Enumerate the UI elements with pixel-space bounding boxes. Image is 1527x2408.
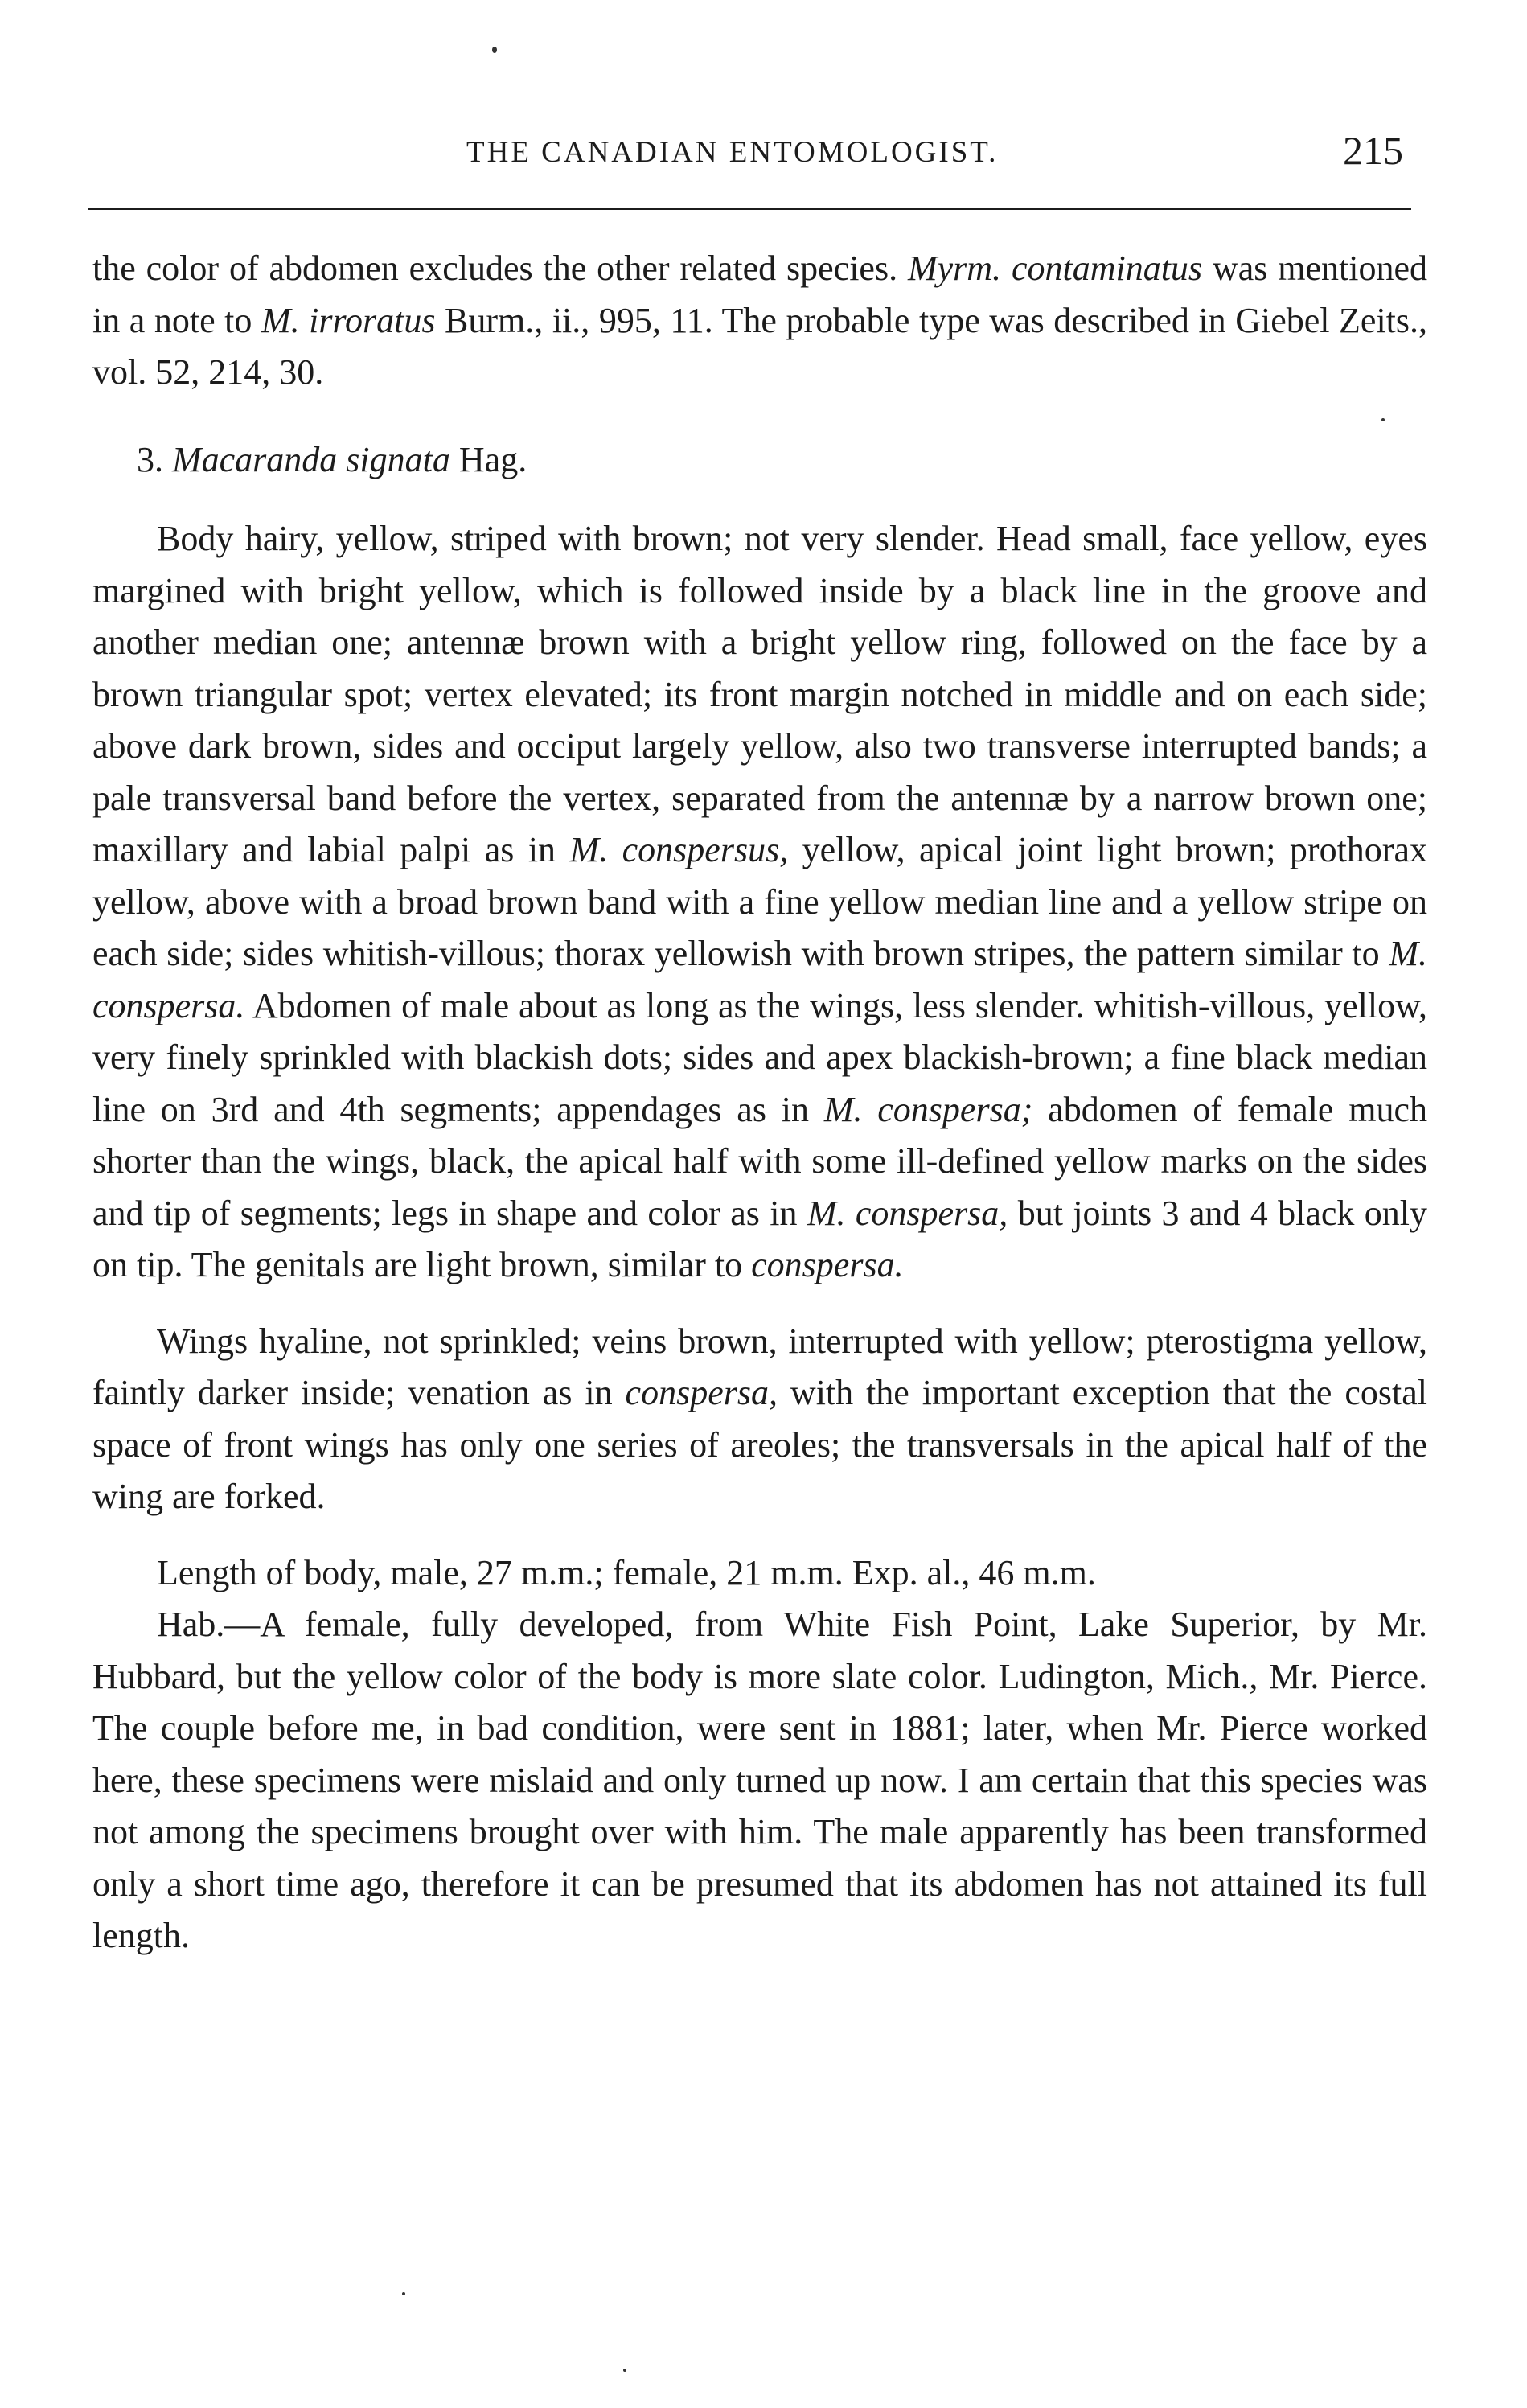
text-run: with the important exception that the costal space of front wings has only one series of areoles; the transversals in the apical half of the wing are forked. bbox=[92, 1373, 1427, 1516]
species-number: 3. bbox=[137, 439, 163, 479]
print-speck bbox=[402, 2292, 405, 2295]
text-run: abdomen of female much shorter than the wings, black, the apical half with some ill-defined yellow marks on the sides and tip of segments; legs in shape and color as in bbox=[92, 1089, 1427, 1233]
text-run: yellow, apical joint light brown; prothorax yellow, above with a broad brown band with a fine yellow median line and a yellow stripe on each side; sides whitish-villous; thorax yellowish with brown stripes, the pattern similar to bbox=[92, 830, 1427, 973]
print-speck bbox=[623, 2369, 626, 2372]
species-name: Macaranda signata bbox=[172, 439, 450, 479]
paragraph bbox=[92, 1547, 1427, 1600]
page-number: 215 bbox=[1343, 128, 1403, 173]
text-run: but joints 3 and 4 black only on tip. The genitals are light brown, similar to bbox=[92, 1193, 1427, 1284]
italic-name: conspersa, bbox=[625, 1373, 778, 1412]
print-speck bbox=[1381, 418, 1385, 421]
print-speck bbox=[492, 47, 497, 53]
paragraph bbox=[92, 513, 1427, 1292]
paragraph bbox=[92, 243, 1427, 399]
text-run: Body hairy, yellow, striped with brown; not very slender. Head small, face yellow, eyes margined with bright yellow, which is followed inside by a black line in the groove and another median one; antennæ brown with a bright yellow ring, followed on the face by a brown triangular spot; vertex elevated; its front margin notched in middle and on each side; above dark brown, sides and occiput largely yellow, also two transverse interrupted bands; a pale transversal band before the vertex, separated from the antennæ by a narrow brown one; maxillary and labial palpi as in bbox=[92, 519, 1427, 869]
running-title: THE CANADIAN ENTOMOLOGIST. bbox=[466, 136, 999, 169]
italic-name: M. conspersa, bbox=[807, 1193, 1008, 1233]
paragraph bbox=[92, 1599, 1427, 1962]
species-author: Hag. bbox=[458, 439, 527, 479]
page-header bbox=[88, 121, 1419, 185]
italic-name: M. conspersa. bbox=[92, 934, 1427, 1025]
text-run: Hab.—A female, fully developed, from White Fish Point, Lake Superior, by Mr. Hubbard, but the yellow color of the body is more slate color. Ludington, Mich., Mr. Pierce. The couple before me, in bad condition, were sent in 1881; later, when Mr. Pierce worked here, these specimens were mislaid and only turned up now. I am certain that this species was not among the specimens brought over with him. The male apparently has been transformed only a short time ago, therefore it can be presumed that its abdomen has not attained its full length. bbox=[92, 1605, 1427, 1955]
italic-name: Myrm. contaminatus bbox=[907, 249, 1203, 288]
text-run: Length of body, male, 27 m.m.; female, 21 m.m. Exp. al., 46 m.m. bbox=[157, 1552, 1096, 1592]
italic-name: M. irroratus bbox=[261, 300, 436, 340]
species-heading bbox=[92, 434, 1427, 487]
text-run: Wings hyaline, not sprinkled; veins brown, interrupted with yellow; pterostigma yellow, faintly darker inside; venation as in bbox=[92, 1321, 1427, 1412]
paragraph bbox=[92, 1316, 1427, 1523]
text-run: Burm., ii., 995, 11. The probable type was described in Giebel Zeits., vol. 52, 214, 30. bbox=[92, 300, 1428, 392]
italic-name: M. conspersa; bbox=[823, 1089, 1033, 1129]
text-run: the color of abdomen excludes the other related species. bbox=[92, 249, 908, 288]
italic-name: conspersa. bbox=[751, 1245, 904, 1284]
text-run: was mentioned in a note to bbox=[92, 249, 1427, 340]
article-body bbox=[92, 243, 1427, 1962]
header-rule bbox=[88, 208, 1411, 210]
text-run: Abdomen of male about as long as the wings, less slender. whitish-villous, yellow, very finely sprinkled with blackish dots; sides and apex blackish-brown; a fine black median line on 3rd and 4th segments; appendages as in bbox=[92, 985, 1427, 1129]
italic-name: M. conspersus, bbox=[569, 830, 789, 869]
